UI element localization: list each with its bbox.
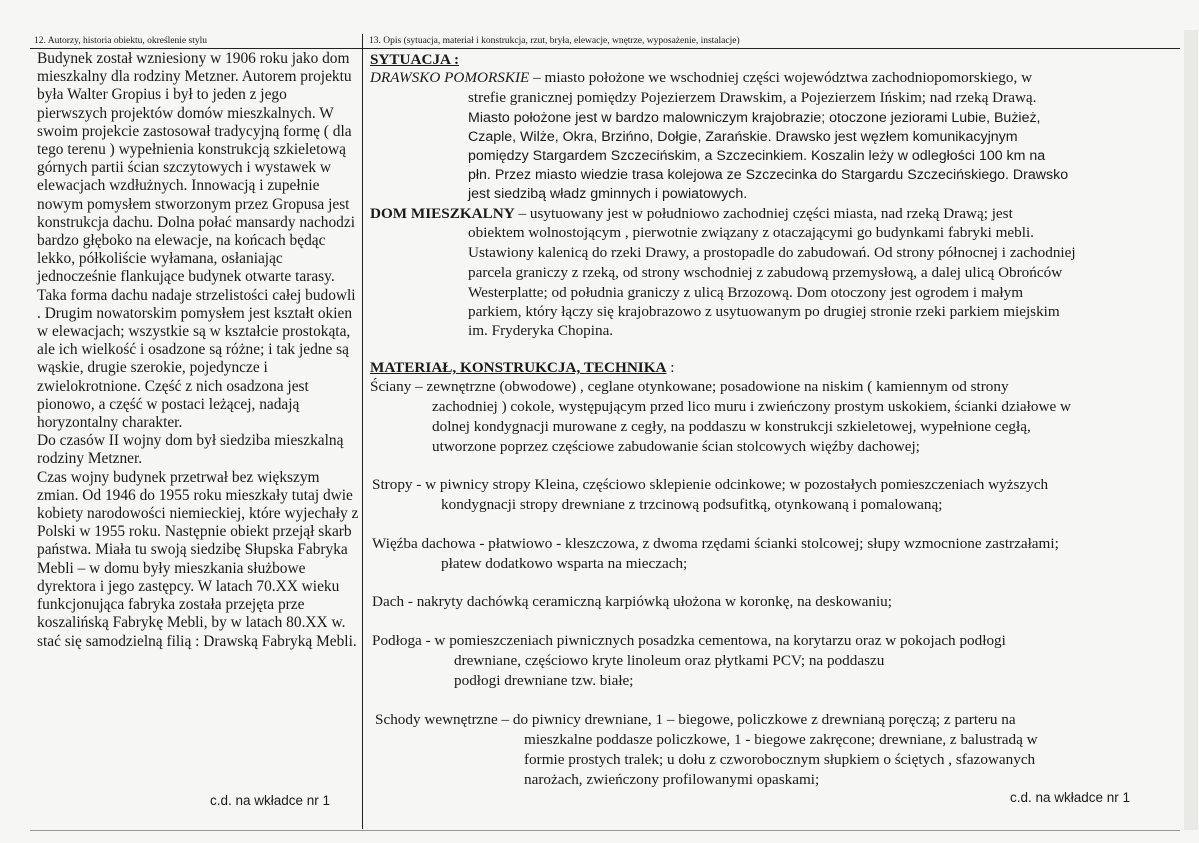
dom-text-line: – usytuowany jest w południowo zachodniej części miasta, nad rzeką Drawą; jest bbox=[514, 205, 1013, 222]
dom-text-line: parkiem, który łączy się krajobrazowo z usytuowanym po drugiej stronie rzeki parkiem miejskim bbox=[468, 303, 1060, 320]
podloga-line: drewniane, częściowo kryte linoleum oraz płytkami PCV; na poddaszu bbox=[454, 652, 885, 669]
drawsko-first-line bbox=[370, 69, 1032, 88]
right-continued-note: c.d. na wkładce nr 1 bbox=[1010, 790, 1131, 805]
stropy-line: Stropy - w piwnicy stropy Kleina, częściowo sklepienie odcinkowe; w pozostałych pomieszczeniach wyższych bbox=[372, 476, 1049, 493]
drawsko-text-line: płn. Przez miasto wiedzie trasa kolejowa ze Szczecinka do Stargardu Szczecińskiego. Drawsko bbox=[468, 167, 1069, 183]
history-paragraph: Czas wojny budynek przetrwał bez większym zmian. Od 1946 do 1955 roku mieszkały tutaj dwie kobiety narodowości niemieckiej, które wyjechały z Polski w 1955 roku. Następnie obiekt przejął skarb państwa. Miała tu swoją siedzibę Słupska Fabryka Mebli – w domu były mieszkania służbowe dyrektora i jego zastępcy. W latach 70.XX wieku funkcjonująca fabryka została przejęta prze koszalińską Fabrykę Mebli, by w latach 80.XX w. stać się samodzielną filią : Drawską Fabryką Mebli. bbox=[37, 468, 359, 650]
schody-line: Schody wewnętrzne – do piwnicy drewniane, 1 – biegowe, policzkowe z drewnianą poręczą; z parteru na bbox=[375, 711, 1016, 728]
material-heading: MATERIAŁ, KONSTRUKCJA, TECHNIKA bbox=[370, 359, 667, 376]
podloga-line: podłogi drewniane tzw. białe; bbox=[454, 672, 634, 689]
right-column-header: 13. Opis (sytuacja, materiał i konstrukcja, rzut, bryła, elewacje, wnętrze, wyposażenie, instalacje) bbox=[369, 36, 740, 46]
left-column-header: 12. Autorzy, historia obiektu, określenie stylu bbox=[34, 36, 207, 46]
column-divider bbox=[362, 34, 363, 829]
schody-line: mieszkalne poddasze policzkowe, 1 - biegowe zakręcone; drewniane, z balustradą w bbox=[524, 731, 1038, 748]
wiezba-line: płatew dodatkowo wsparta na mieczach; bbox=[441, 555, 688, 572]
sciany-line: Ściany – zewnętrzne (obwodowe) , ceglane otynkowane; posadowione na niskim ( kamiennym od strony bbox=[370, 378, 1009, 395]
history-paragraph: Do czasów II wojny dom był siedziba mieszkalną rodziny Metzner. bbox=[37, 432, 344, 468]
wiezba-line: Więźba dachowa - płatwiowo - kleszczowa, z dwoma rzędami ścianki stolcowej; słupy wzmocnione zastrzałami; bbox=[372, 535, 1059, 552]
sciany-line: utworzone poprzez częściowe zabudowanie ścian stolcowych więźby dachowej; bbox=[432, 438, 920, 455]
drawsko-text-line: strefie granicznej pomiędzy Pojezierzem Drawskim, a Pojezierzem Ińskim; nad rzeką Drawą. bbox=[468, 89, 1037, 106]
dom-label: DOM MIESZKALNY bbox=[370, 205, 515, 222]
dach-line: Dach - nakryty dachówką ceramiczną karpiówką ułożona w koronkę, na deskowaniu; bbox=[372, 593, 892, 610]
sciany-line: dolnej kondygnacji murowane z cegły, na poddaszu w konstrukcji szkieletowej, wypełnione cegłą, bbox=[432, 418, 1031, 435]
drawsko-label: DRAWSKO POMORSKIE bbox=[370, 69, 530, 86]
drawsko-text-line: Miasto położone jest w bardzo malowniczym krajobrazie; otoczone jeziorami Lubie, Bużież, bbox=[468, 110, 1041, 126]
header-rule bbox=[30, 48, 1180, 49]
history-paragraph: Budynek został wzniesiony w 1906 roku jako dom mieszkalny dla rodziny Metzner. Autorem projektu była Walter Gropius i był to jeden z jego pierwszych projektów domów mieszkalnych. W swoim projekcie zastosował tradycyjną formę ( dla tego terenu ) wypełnienia konstrukcją szkieletową górnych partii ścian szczytowych i wystawek w elewacjach wzdłużnych. Innowacją i zupełnie nowym pomysłem stworzonym przez Gropusa jest konstrukcja dachu. Dolna połać mansardy nachodzi bardzo głęboko na elewacje, na końcach będąc lekko, półkoliście wyłamana, osłaniając jednocześnie flankujące budynek otwarte tarasy. Taka forma dachu nadaje strzelistości całej budowli . Drugim nowatorskim pomysłem jest kształt okien w elewacjach; wszystkie są w kształcie prostokąta, ale ich wielkość i osadzone są różne; i tak jedne są wąskie, drugie szerokie, pojedyncze i zwielokrotnione. Część z nich osadzona jest pionowo, a część w postaci leżącej, nadają horyzontalny charakter. bbox=[37, 50, 356, 432]
sciany-line: zachodniej ) cokole, występującym przed lico muru i zwieńczony prostym uskokiem, ścianki działowe w bbox=[432, 398, 1071, 415]
page-edge-shadow bbox=[1184, 30, 1198, 830]
drawsko-text-line: – miasto położone we wschodniej części województwa zachodniopomorskiego, w bbox=[529, 69, 1033, 86]
material-heading-line bbox=[370, 359, 675, 378]
bottom-rule bbox=[30, 830, 1180, 831]
material-heading-suffix: : bbox=[666, 359, 675, 376]
stropy-line: kondygnacji stropy drewniane z trzcinową podsufitką, otynkowaną i pomalowaną; bbox=[441, 496, 943, 513]
drawsko-text-line: Czaple, Wilże, Okra, Brzińno, Dołgie, Zarańskie. Drawsko jest węzłem komunikacyjnym bbox=[468, 129, 1018, 145]
dom-text-line: Ustawiony kalenicą do rzeki Drawy, a prostopadle do zabudowań. Od strony północnej i zachodniej bbox=[468, 244, 1076, 261]
podloga-line: Podłoga - w pomieszczeniach piwnicznych posadzka cementowa, na korytarzu oraz w pokojach podłogi bbox=[372, 632, 1006, 649]
history-column bbox=[37, 50, 359, 651]
dom-text-line: parcela graniczy z rzeką, od strony wschodniej z zabudową przemysłową, a dalej ulicą Obrońców bbox=[468, 264, 1063, 281]
dom-text-line: im. Fryderyka Chopina. bbox=[468, 322, 614, 339]
dom-first-line bbox=[370, 205, 1013, 224]
drawsko-text-line: jest siedzibą władz gminnych i powiatowych. bbox=[468, 186, 748, 202]
schody-line: narożach, zwieńczony profilowanymi opaskami; bbox=[524, 771, 820, 788]
dom-text-line: Westerplatte; od południa graniczy z ulicą Brzozową. Dom otoczony jest ogrodem i małym bbox=[468, 284, 1024, 301]
sytuacja-heading: SYTUACJA : bbox=[370, 51, 460, 68]
left-continued-note: c.d. na wkładce nr 1 bbox=[210, 793, 331, 808]
schody-line: formie prostych tralek; u dołu z czworobocznym słupkiem o ściętych , sfazowanych bbox=[524, 751, 1036, 768]
dom-text-line: obiektem wolnostojącym , pierwotnie związany z otaczającymi go budynkami fabryki mebli. bbox=[468, 224, 1034, 241]
drawsko-text-line: pomiędzy Stargardem Szczecińskim, a Szczecinkiem. Koszalin leży w odległości 100 km na bbox=[468, 148, 1046, 164]
